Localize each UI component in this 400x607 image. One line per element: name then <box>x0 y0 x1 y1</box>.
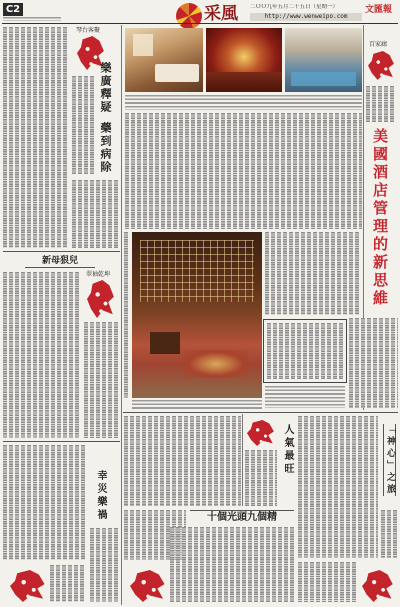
masthead-title: 采風 <box>204 4 238 24</box>
photo-caption <box>125 95 362 110</box>
headline-baijia: 美國酒店管理的新思維 <box>371 128 389 308</box>
body-text-column <box>124 416 241 506</box>
body-text-column <box>349 318 398 408</box>
column-divider <box>242 414 243 506</box>
column-illustration <box>10 570 46 602</box>
page-section-subline <box>3 17 61 21</box>
header-rule <box>2 23 398 24</box>
headline-renqi: 人氣最旺 <box>282 424 293 476</box>
body-text-column <box>267 323 343 379</box>
column-illustration <box>247 420 275 446</box>
photo-lattice-windows <box>140 240 254 302</box>
body-text-column <box>3 27 69 248</box>
author-note <box>265 386 345 408</box>
body-text-column <box>50 565 86 602</box>
body-text-column <box>265 232 361 315</box>
body-text-column <box>84 322 118 438</box>
photo-caption <box>132 400 262 410</box>
body-text-column <box>298 416 378 558</box>
website-url: http://www.wenweipo.com <box>250 13 362 21</box>
column-label-qintai: 琴台客聚 <box>76 27 101 34</box>
page-number: C2 <box>3 3 23 16</box>
column-illustration <box>368 51 395 80</box>
photo-floor <box>206 72 282 92</box>
body-text-column <box>125 113 362 229</box>
body-text-column <box>124 232 130 398</box>
hotel-bedroom-photo <box>125 28 203 92</box>
body-text-column <box>72 76 96 174</box>
body-text-column <box>366 86 396 122</box>
column-label-cuixiu: 翠袖乾坤 <box>86 271 111 278</box>
headline-qintai-2: 藥到病除 <box>99 122 112 174</box>
sidebar-box <box>263 319 347 383</box>
body-text-column <box>3 272 80 438</box>
body-text-column <box>381 510 398 558</box>
photo-bed <box>155 64 199 82</box>
photo-window <box>133 34 153 56</box>
issue-date: 二ＯＯ九年五月二十五日（星期一） <box>250 4 339 10</box>
headline-guangtou: 十個光頭九個精 <box>190 510 294 524</box>
photo-carpet <box>184 350 248 378</box>
column-divider <box>121 25 122 605</box>
section-rule <box>123 412 398 413</box>
body-text-column <box>245 450 277 506</box>
body-text-column <box>72 180 118 248</box>
chinese-interior-photo <box>132 232 262 398</box>
body-text-column <box>90 528 118 602</box>
column-illustration <box>130 570 166 602</box>
section-rule <box>3 441 120 442</box>
headline-shenxin: 「神心」之旅 <box>385 424 395 496</box>
body-text-column <box>170 527 294 602</box>
hotel-lobby-photo <box>285 28 362 92</box>
headline-xinmu: 新母狠兒 <box>25 255 95 268</box>
hotel-lounge-photo <box>206 28 282 92</box>
photo-pool <box>291 72 356 86</box>
body-text-column <box>298 562 358 602</box>
masthead-flower-icon <box>176 3 202 29</box>
newspaper-logo: 文匯報 <box>365 5 393 15</box>
column-label-baijia: 百家廊 <box>369 41 388 48</box>
body-text-column <box>3 445 87 560</box>
headline-qintai-1: 樂廣釋疑 <box>99 62 112 114</box>
headline-xingzai: 幸災樂禍 <box>95 470 106 522</box>
section-rule <box>3 251 120 252</box>
column-illustration <box>87 280 115 318</box>
column-illustration <box>362 570 394 602</box>
photo-table <box>150 332 180 354</box>
